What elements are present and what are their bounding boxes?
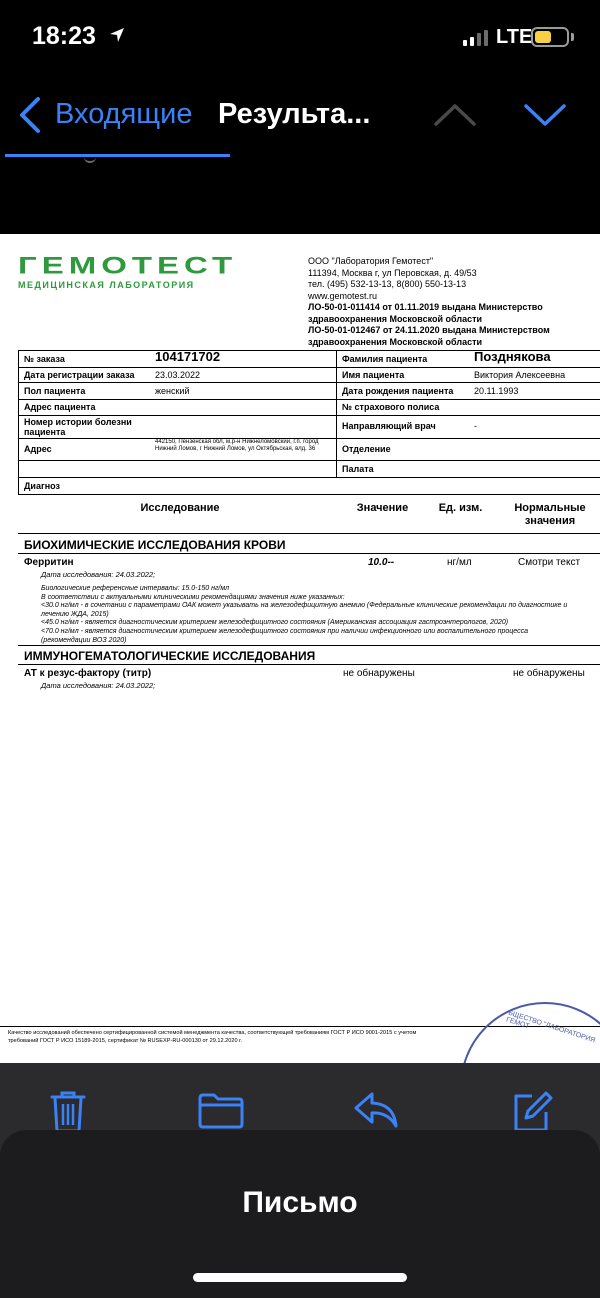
patient-address-label: Адрес пациента [24, 402, 96, 412]
history-label: Номер истории болезни пациента [24, 417, 132, 437]
location-arrow-icon [108, 26, 126, 49]
battery-tip [571, 33, 574, 41]
signal-icon [463, 30, 491, 51]
stamp-text: БЩЕСТВО "ЛАБОРАТОРИЯ ГЕМОТ [505, 1009, 596, 1045]
test-ferritin-unit: нг/мл [447, 557, 472, 568]
note-line: В соответствии с актуальными клиническими рекомендациями значения ниже указанных: [41, 593, 345, 601]
table-rule [18, 399, 600, 400]
test-ferritin-value: 10.0-- [368, 557, 395, 568]
footer-line: Качество исследований обеспечено сертифицированной системой менеджмента качества, соответствующей требованиям ГОСТ Р ИСО 9001-2015 с учетом [8, 1030, 417, 1036]
note-line: (рекомендации ВОЗ 2020) [41, 636, 127, 644]
table-rule [18, 477, 600, 478]
test-ferritin-name: Ферритин [24, 557, 74, 568]
name-value: Виктория Алексеевна [474, 370, 566, 380]
section-divider [18, 533, 600, 534]
note-line: <30.0 нг/мл - в сочетании с параметрами ОАК может указывать на железодефицитную анемию (Федеральные клинические рекомендации по диагностике и [41, 602, 568, 610]
next-message-icon[interactable] [522, 100, 568, 135]
table-rule [18, 415, 600, 416]
status-time: 18:23 [32, 22, 96, 50]
test-ferritin-date: Дата исследования: 24.03.2022; [41, 570, 156, 579]
battery-icon [531, 27, 569, 47]
table-rule [18, 350, 19, 495]
lab-line: ООО "Лаборатория Гемотест" [308, 256, 434, 266]
lab-line: тел. (495) 532-13-13, 8(800) 550-13-13 [308, 279, 467, 289]
cut-off-link-underline [5, 154, 230, 157]
network-type: LTE [496, 26, 533, 48]
sheet-title: Письмо [242, 1186, 358, 1219]
reg-date-value: 23.03.2022 [155, 370, 201, 380]
logo-main: ГЕМОТЕСТ [18, 252, 238, 279]
col-header-study: Исследование [140, 502, 220, 514]
lab-report-document [0, 234, 600, 1063]
ferritin-notes [41, 585, 600, 645]
cut-off-text-fragment [84, 155, 96, 163]
table-rule [18, 382, 600, 383]
surname-label: Фамилия пациента [342, 354, 428, 364]
previous-message-icon[interactable] [432, 100, 478, 135]
doctor-label: Направляющий врач [342, 421, 436, 431]
license-line: здравоохранения Московской области [308, 336, 483, 347]
test-rh-antibody-normal: не обнаружены [513, 668, 585, 679]
test-rh-antibody-name: АТ к резус-фактору (титр) [24, 668, 152, 679]
table-rule [18, 367, 600, 368]
logo-subtitle: МЕДИЦИНСКАЯ ЛАБОРАТОРИЯ [18, 280, 195, 290]
table-rule [336, 350, 337, 478]
message-subject-title: Результа... [218, 98, 371, 130]
col-header-value: Значение [356, 502, 409, 514]
sex-value: женский [155, 386, 190, 396]
address-label: Адрес [24, 444, 52, 454]
table-rule [18, 460, 600, 461]
license-line: ЛО-50-01-011414 от 01.11.2019 выдана Министерство [308, 302, 543, 312]
test-rh-antibody-date: Дата исследования: 24.03.2022; [41, 681, 156, 690]
col-header-unit: Ед. изм. [438, 502, 483, 514]
section-divider [18, 664, 600, 665]
name-label: Имя пациента [342, 370, 405, 380]
department-label: Отделение [342, 444, 391, 454]
col-header-normal: Нормальные значения [514, 502, 586, 527]
note-line: лечению ЖДА, 2015) [41, 610, 109, 618]
ward-label: Палата [342, 464, 374, 474]
section-divider [18, 553, 600, 554]
home-indicator[interactable] [193, 1273, 407, 1282]
address-value: 442150, Пензенская обл, м.р-н Нижнеломовский, г.п. город Нижний Ломов, г Нижний Ломов, ул Октябрьская, влд. 36 [155, 439, 319, 452]
back-button[interactable]: Входящие [55, 98, 193, 130]
test-rh-antibody-value: не обнаружены [343, 668, 415, 679]
quality-statement [8, 1030, 448, 1045]
section-divider [18, 645, 600, 646]
test-ferritin-normal: Смотри текст [518, 557, 581, 568]
doctor-value: - [474, 421, 477, 431]
diagnosis-label: Диагноз [24, 481, 60, 491]
footer-line: требований ГОСТ Р ИСО 15189-2015, сертификат № RUSEXP-RU-000130 от 29.12.2020 г. [8, 1037, 243, 1044]
license-line: здравоохранения Московской области [308, 313, 483, 324]
note-line: <45.0 нг/мл - является диагностическим критерием железодефицитного состояния (Американская ассоциация гастроэнтерологов, 2020) [41, 619, 509, 627]
folder-icon[interactable] [197, 1090, 245, 1135]
note-line: Биологические референсные интервалы: 15.0-150 нг/мл [41, 585, 230, 592]
sex-label: Пол пациента [24, 386, 86, 396]
reg-date-label: Дата регистрации заказа [24, 370, 135, 380]
lab-line: www.gemotest.ru [308, 290, 378, 301]
order-no-value: 104171702 [155, 349, 221, 364]
table-rule [18, 494, 600, 495]
section-immunohematology: ИММУНОГЕМАТОЛОГИЧЕСКИЕ ИССЛЕДОВАНИЯ [24, 649, 316, 663]
lab-line: 111394, Москва г, ул Перовская, д. 49/53 [308, 267, 477, 278]
lab-info [308, 256, 598, 348]
order-no-label: № заказа [24, 354, 65, 364]
license-line: ЛО-50-01-012467 от 24.11.2020 выдана Министерством [308, 325, 550, 335]
section-biochemistry: БИОХИМИЧЕСКИЕ ИССЛЕДОВАНИЯ КРОВИ [24, 538, 286, 552]
status-bar [0, 0, 600, 80]
birth-label: Дата рождения пациента [342, 386, 454, 396]
back-chevron-icon[interactable] [16, 96, 42, 139]
birth-value: 20.11.1993 [474, 386, 519, 396]
policy-label: № страхового полиса [342, 402, 440, 412]
surname-value: Позднякова [474, 349, 551, 364]
note-line: <70.0 нг/мл - является диагностическим критерием железодефицитного состояния при наличии инфекционного или воспалительного процесса [41, 627, 528, 635]
